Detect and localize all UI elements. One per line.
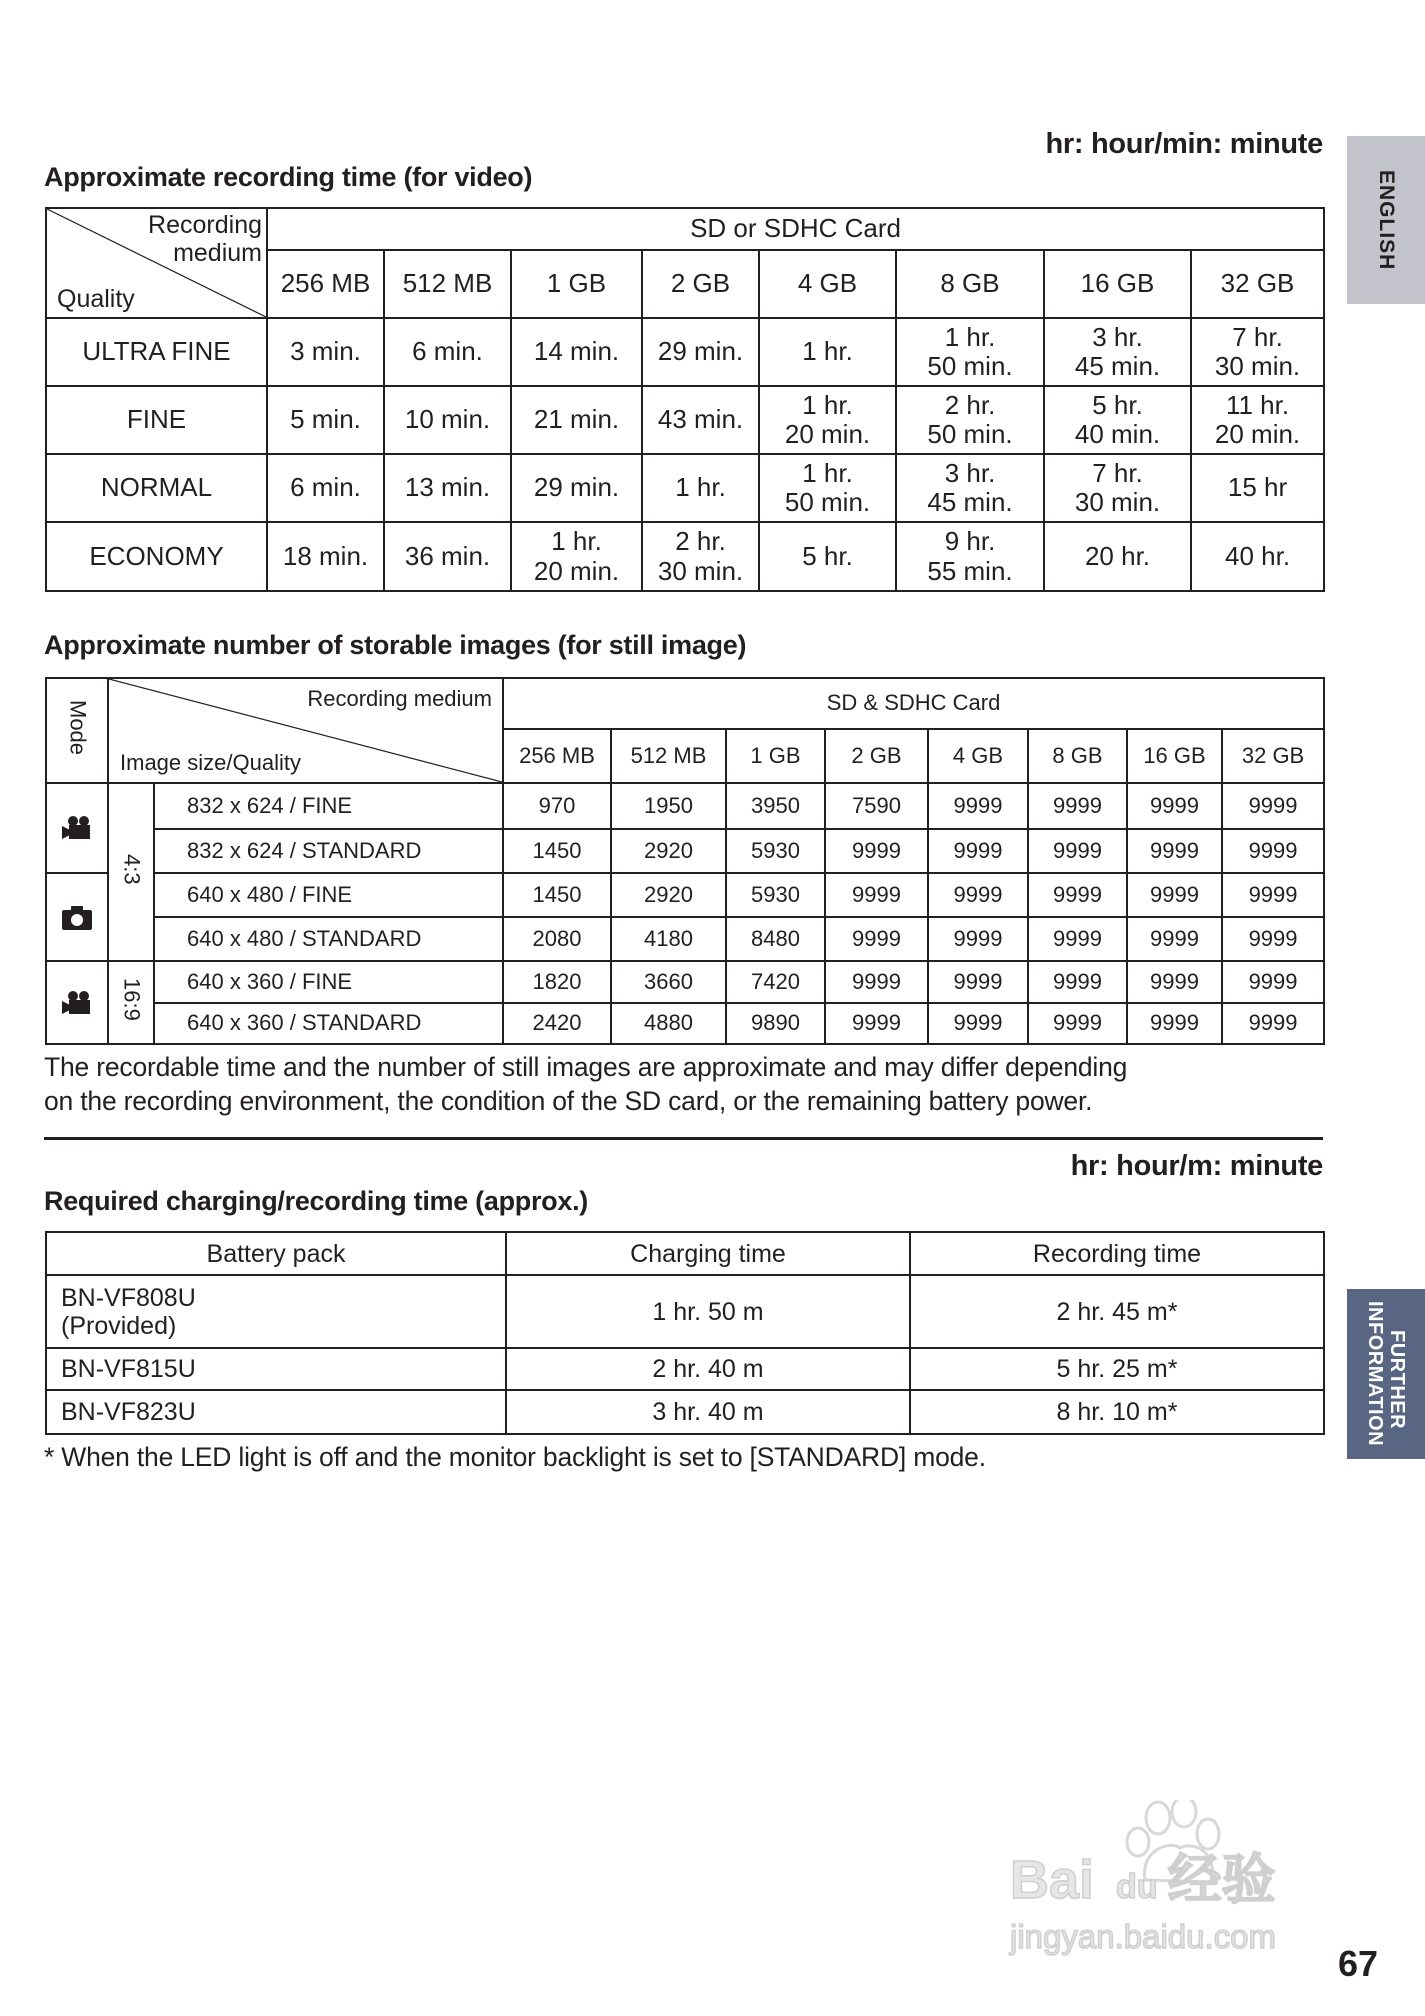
approximation-note: The recordable time and the number of still images are approximate and may differ depending on the recording environment, the condition of the SD card, or the remaining battery power. — [44, 1052, 1128, 1116]
image-size-label: 640 x 480 / FINE — [154, 873, 503, 917]
cell: 5930 — [726, 873, 825, 917]
charging-time: 2 hr. 40 m — [506, 1348, 910, 1390]
cell: 2920 — [611, 873, 726, 917]
table-row — [46, 1003, 1324, 1044]
cell: 36 min. — [384, 522, 511, 591]
cell: 9999 — [1028, 917, 1127, 961]
image-size-label: 832 x 624 / STANDARD — [154, 829, 503, 873]
cell: 9999 — [1222, 917, 1324, 961]
cell: 9999 — [1222, 783, 1324, 829]
cell: 5 hr. — [759, 522, 896, 591]
cell: 2 hr. 50 min. — [896, 386, 1044, 454]
english-tab-label: ENGLISH — [1375, 169, 1398, 271]
medium-header: SD or SDHC Card — [267, 208, 1324, 250]
cell: 9999 — [825, 829, 928, 873]
table-row — [46, 829, 1324, 873]
cell: 8480 — [726, 917, 825, 961]
cell: 9999 — [1222, 829, 1324, 873]
cell: 3 hr. 45 min. — [1044, 318, 1191, 386]
cell: 9999 — [1127, 873, 1222, 917]
column-header: 8 GB — [1028, 729, 1127, 783]
still-corner-header — [108, 678, 503, 783]
cell: 9999 — [1127, 829, 1222, 873]
further-information-tab — [1347, 1289, 1425, 1459]
cell: 9999 — [825, 917, 928, 961]
column-header: 512 MB — [384, 250, 511, 318]
column-header: 4 GB — [928, 729, 1028, 783]
column-header: 8 GB — [896, 250, 1044, 318]
cell: 18 min. — [267, 522, 384, 591]
still-image-count-table — [45, 677, 1325, 1045]
quality-label: ECONOMY — [46, 522, 267, 591]
column-header: 16 GB — [1044, 250, 1191, 318]
video-recording-time-table — [45, 207, 1325, 592]
cell: 9999 — [1222, 1003, 1324, 1044]
cell: 9999 — [1222, 873, 1324, 917]
cell: 9999 — [1127, 1003, 1222, 1044]
cell: 5 hr. 40 min. — [1044, 386, 1191, 454]
mode-header: Mode — [46, 678, 108, 783]
cell: 10 min. — [384, 386, 511, 454]
table-row — [46, 386, 1324, 454]
cell: 9999 — [1028, 961, 1127, 1003]
charging-time: 3 hr. 40 m — [506, 1390, 910, 1434]
cell: 40 hr. — [1191, 522, 1324, 591]
cell: 1 hr. 20 min. — [511, 522, 642, 591]
video-camera-icon — [46, 783, 108, 873]
cell: 9999 — [1028, 829, 1127, 873]
column-header: 2 GB — [642, 250, 759, 318]
table-row — [46, 454, 1324, 522]
cell: 1450 — [503, 829, 611, 873]
corner-image-size-label: Image size/Quality — [120, 750, 301, 776]
column-header: 2 GB — [825, 729, 928, 783]
cell: 970 — [503, 783, 611, 829]
cell: 29 min. — [642, 318, 759, 386]
battery-pack-name: BN-VF823U — [46, 1390, 506, 1434]
still-camera-icon — [46, 873, 108, 961]
battery-unit-note: hr: hour/m: minute — [1070, 1150, 1323, 1182]
cell: 29 min. — [511, 454, 642, 522]
video-camera-icon — [46, 961, 108, 1044]
cell: 3 hr. 45 min. — [896, 454, 1044, 522]
cell: 1 hr. 20 min. — [759, 386, 896, 454]
battery-footnote: * When the LED light is off and the monitor backlight is set to [STANDARD] mode. — [44, 1442, 986, 1472]
image-size-label: 640 x 480 / STANDARD — [154, 917, 503, 961]
column-header: 4 GB — [759, 250, 896, 318]
cell: 9999 — [928, 873, 1028, 917]
cell: 9999 — [825, 1003, 928, 1044]
table-row — [46, 1348, 1324, 1390]
section-divider — [44, 1137, 1323, 1140]
cell: 3660 — [611, 961, 726, 1003]
cell: 20 hr. — [1044, 522, 1191, 591]
corner-quality-label: Quality — [57, 285, 135, 313]
cell: 7590 — [825, 783, 928, 829]
cell: 1950 — [611, 783, 726, 829]
cell: 1 hr. 50 min. — [896, 318, 1044, 386]
cell: 15 hr — [1191, 454, 1324, 522]
cell: 9999 — [1028, 873, 1127, 917]
cell: 9999 — [1127, 783, 1222, 829]
video-corner-header — [46, 208, 267, 318]
cell: 5930 — [726, 829, 825, 873]
image-size-label: 832 x 624 / FINE — [154, 783, 503, 829]
cell: 4880 — [611, 1003, 726, 1044]
quality-label: NORMAL — [46, 454, 267, 522]
cell: 7 hr. 30 min. — [1044, 454, 1191, 522]
table-row — [46, 873, 1324, 917]
cell: 7 hr. 30 min. — [1191, 318, 1324, 386]
cell: 43 min. — [642, 386, 759, 454]
cell: 1820 — [503, 961, 611, 1003]
cell: 6 min. — [384, 318, 511, 386]
cell: 14 min. — [511, 318, 642, 386]
column-header: 32 GB — [1222, 729, 1324, 783]
image-size-label: 640 x 360 / STANDARD — [154, 1003, 503, 1044]
cell: 1450 — [503, 873, 611, 917]
aspect-ratio-16-9: 16:9 — [108, 961, 154, 1044]
video-section-title: Approximate recording time (for video) — [44, 162, 533, 192]
cell: 4180 — [611, 917, 726, 961]
cell: 9999 — [928, 1003, 1028, 1044]
english-tab — [1347, 136, 1425, 304]
charging-time: 1 hr. 50 m — [506, 1275, 910, 1348]
cell: 1 hr. — [759, 318, 896, 386]
cell: 21 min. — [511, 386, 642, 454]
cell: 9 hr. 55 min. — [896, 522, 1044, 591]
medium-header: SD & SDHC Card — [503, 678, 1324, 729]
cell: 3950 — [726, 783, 825, 829]
still-section-title: Approximate number of storable images (for still image) — [44, 630, 747, 660]
column-header: Charging time — [506, 1232, 910, 1275]
column-header: Recording time — [910, 1232, 1324, 1275]
quality-label: ULTRA FINE — [46, 318, 267, 386]
cell: 2 hr. 30 min. — [642, 522, 759, 591]
cell: 9999 — [928, 783, 1028, 829]
cell: 1 hr. — [642, 454, 759, 522]
recording-time: 2 hr. 45 m* — [910, 1275, 1324, 1348]
corner-recording-medium-label: Recording medium — [307, 686, 492, 711]
baidu-watermark — [1010, 1800, 1340, 1960]
column-header: 1 GB — [511, 250, 642, 318]
cell: 7420 — [726, 961, 825, 1003]
cell: 9999 — [825, 873, 928, 917]
column-header: 16 GB — [1127, 729, 1222, 783]
table-row — [46, 522, 1324, 591]
cell: 9999 — [928, 917, 1028, 961]
column-header: 1 GB — [726, 729, 825, 783]
cell: 9999 — [1028, 783, 1127, 829]
recording-time: 8 hr. 10 m* — [910, 1390, 1324, 1434]
column-header: Battery pack — [46, 1232, 506, 1275]
cell: 2080 — [503, 917, 611, 961]
column-header: 256 MB — [267, 250, 384, 318]
battery-table — [45, 1231, 1325, 1435]
cell: 1 hr. 50 min. — [759, 454, 896, 522]
cell: 5 min. — [267, 386, 384, 454]
cell: 9890 — [726, 1003, 825, 1044]
battery-section-title: Required charging/recording time (approx.) — [44, 1186, 588, 1216]
recording-time: 5 hr. 25 m* — [910, 1348, 1324, 1390]
cell: 9999 — [825, 961, 928, 1003]
quality-label: FINE — [46, 386, 267, 454]
cell: 13 min. — [384, 454, 511, 522]
table-row — [46, 783, 1324, 829]
further-tab-line1: FURTHER — [1386, 1329, 1408, 1429]
table-row — [46, 1275, 1324, 1348]
table-row — [46, 318, 1324, 386]
battery-pack-name: BN-VF808U (Provided) — [46, 1275, 506, 1348]
corner-medium-label: medium — [173, 239, 262, 267]
table-row — [46, 1390, 1324, 1434]
cell: 9999 — [1127, 917, 1222, 961]
watermark-brand: Bai du 经验 — [1010, 1848, 1276, 1911]
cell: 6 min. — [267, 454, 384, 522]
cell: 2920 — [611, 829, 726, 873]
video-unit-note: hr: hour/min: minute — [1045, 128, 1323, 160]
page-number: 67 — [1338, 1943, 1379, 1984]
column-header: 512 MB — [611, 729, 726, 783]
aspect-ratio-4-3: 4:3 — [108, 783, 154, 961]
cell: 9999 — [1028, 1003, 1127, 1044]
cell: 9999 — [1222, 961, 1324, 1003]
column-header: 32 GB — [1191, 250, 1324, 318]
watermark-url: jingyan.baidu.com — [1010, 1918, 1276, 1955]
cell: 2420 — [503, 1003, 611, 1044]
cell: 3 min. — [267, 318, 384, 386]
cell: 9999 — [1127, 961, 1222, 1003]
cell: 9999 — [928, 961, 1028, 1003]
battery-pack-name: BN-VF815U — [46, 1348, 506, 1390]
column-header: 256 MB — [503, 729, 611, 783]
cell: 9999 — [928, 829, 1028, 873]
table-row — [46, 961, 1324, 1003]
corner-recording-label: Recording — [148, 211, 262, 239]
cell: 11 hr. 20 min. — [1191, 386, 1324, 454]
image-size-label: 640 x 360 / FINE — [154, 961, 503, 1003]
table-row — [46, 917, 1324, 961]
further-tab-line2: INFORMATION — [1364, 1301, 1386, 1447]
